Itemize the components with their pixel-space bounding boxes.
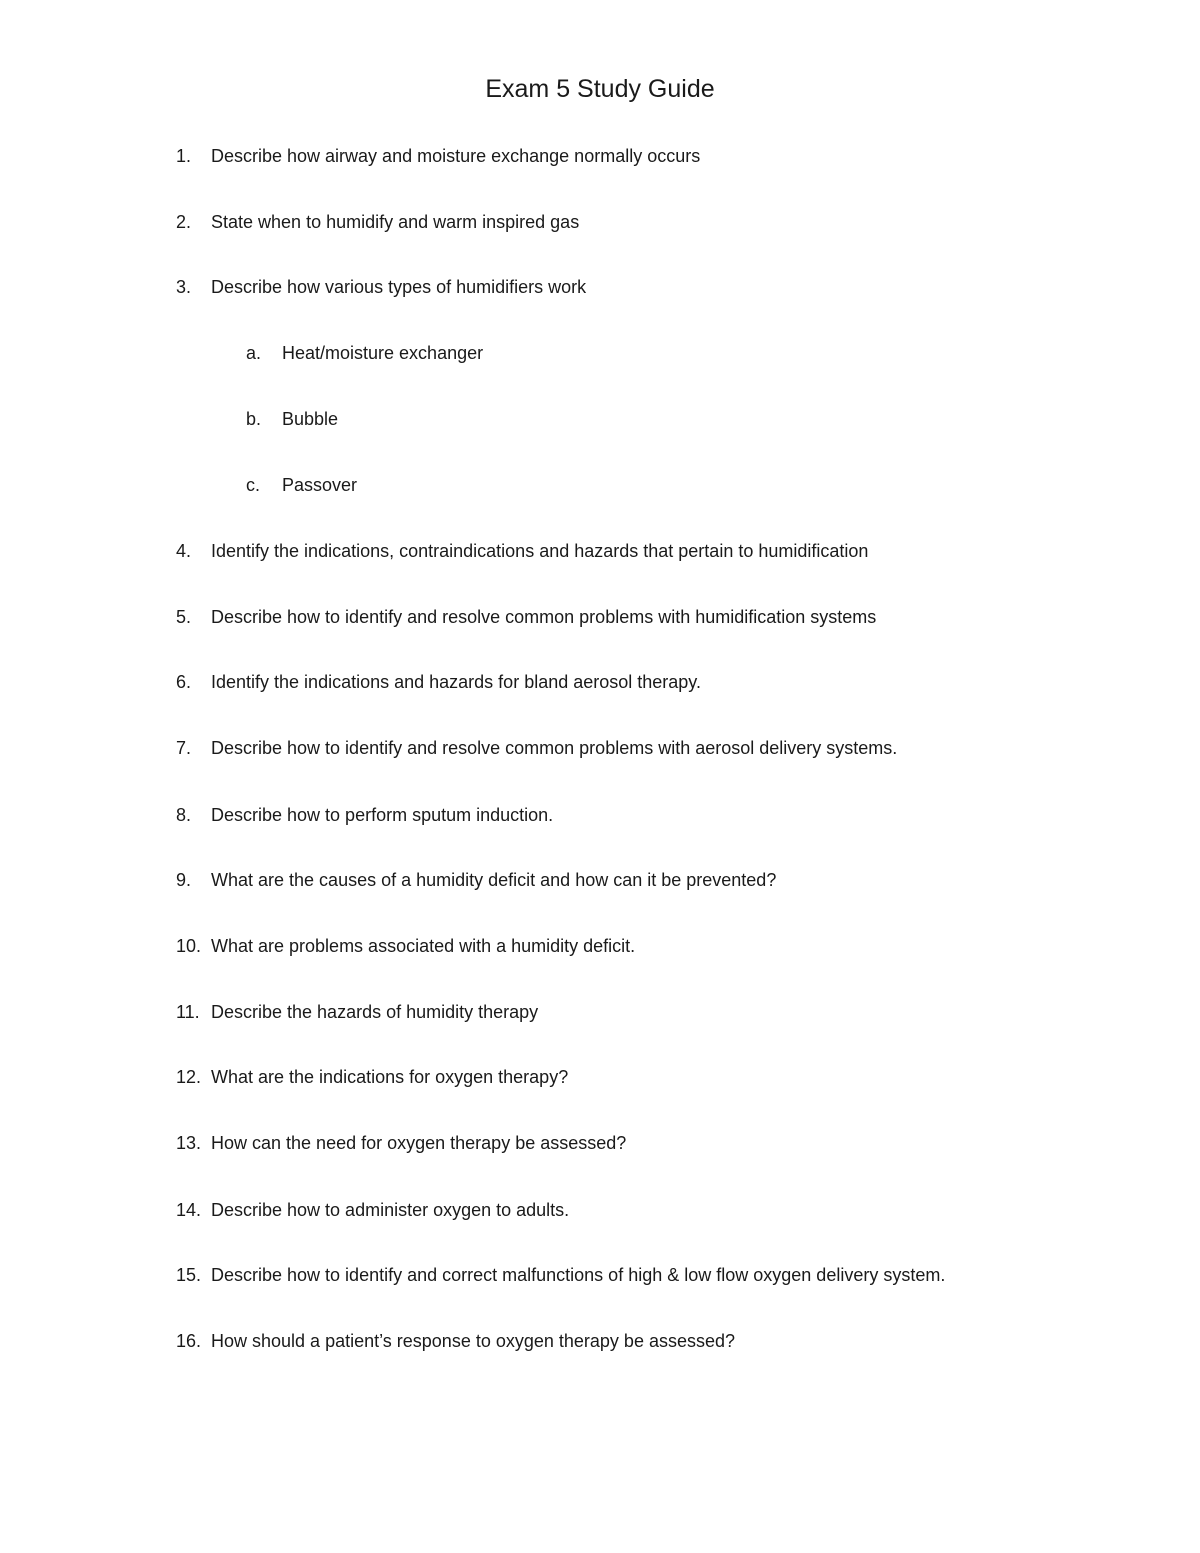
item-text: Bubble — [282, 409, 339, 429]
item-number: 13. — [176, 1133, 202, 1153]
item-text: What are the causes of a humidity deficit and how can it be prevented? — [211, 870, 777, 890]
item-number: 11. — [176, 1002, 200, 1022]
item-text: Heat/moisture exchanger — [282, 343, 484, 363]
item-text: Passover — [282, 475, 358, 495]
item-letter: b. — [246, 409, 262, 429]
item-text: Describe how to identify and correct malfunctions of high & low flow oxygen delivery system. — [211, 1265, 946, 1285]
page-title: Exam 5 Study Guide — [485, 75, 715, 103]
item-number: 8. — [176, 805, 192, 825]
item-text: What are problems associated with a humidity deficit. — [211, 936, 636, 956]
item-number: 14. — [176, 1200, 202, 1220]
item-number: 6. — [176, 672, 192, 692]
item-number: 4. — [176, 541, 192, 561]
item-text: Describe the hazards of humidity therapy — [211, 1002, 539, 1022]
item-text: Describe how various types of humidifiers work — [211, 277, 587, 297]
item-number: 10. — [176, 936, 202, 956]
item-text: What are the indications for oxygen therapy? — [211, 1067, 569, 1087]
item-text: Describe how to identify and resolve common problems with humidification systems — [211, 607, 877, 627]
item-text: State when to humidify and warm inspired gas — [211, 212, 580, 232]
item-text: Identify the indications and hazards for bland aerosol therapy. — [211, 672, 701, 692]
item-number: 15. — [176, 1265, 202, 1285]
item-number: 5. — [176, 607, 192, 627]
item-number: 16. — [176, 1331, 202, 1351]
item-number: 3. — [176, 277, 192, 297]
item-text: Identify the indications, contraindications and hazards that pertain to humidification — [211, 541, 869, 561]
item-number: 2. — [176, 212, 192, 232]
item-number: 12. — [176, 1067, 202, 1087]
item-text: How should a patient’s response to oxygen therapy be assessed? — [211, 1331, 736, 1351]
item-letter: a. — [246, 343, 262, 363]
item-number: 1. — [176, 146, 192, 166]
item-text: Describe how airway and moisture exchange normally occurs — [211, 146, 701, 166]
item-text: Describe how to identify and resolve common problems with aerosol delivery systems. — [211, 738, 898, 758]
item-letter: c. — [246, 475, 261, 495]
item-number: 7. — [176, 738, 192, 758]
item-text: Describe how to administer oxygen to adults. — [211, 1200, 570, 1220]
item-text: Describe how to perform sputum induction. — [211, 805, 554, 825]
item-text: How can the need for oxygen therapy be assessed? — [211, 1133, 627, 1153]
item-number: 9. — [176, 870, 192, 890]
